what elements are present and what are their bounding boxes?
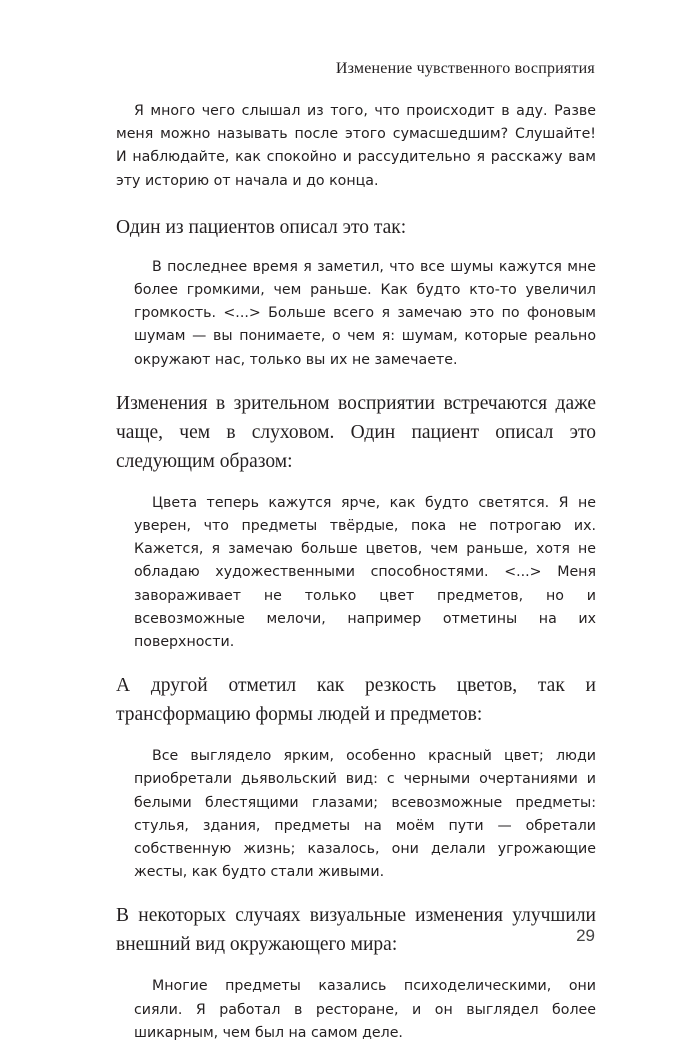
quote-text: Все выглядело ярким, особенно красный цвет; люди приобретали дьявольский вид: с черными очертаниями и белыми блестящими глазами; всевозможные предметы: стулья, здания, предметы на моём пути — обретали собственную жизнь; казалось, они делали угрожающие жесты, как будто стали живыми. [134, 748, 596, 881]
quote-noise [134, 256, 596, 372]
quote-text: Цвета теперь кажутся ярче, как будто светятся. Я не уверен, что предметы твёрдые, пока не потрогаю их. Кажется, я замечаю больше цветов, чем раньше, хотя не обладаю художественными способностями. <...> Меня завораживает не только цвет предметов, но и всевозможные мелочи, например отметины на их поверхности. [134, 494, 596, 651]
page-number: 29 [576, 926, 595, 945]
body-paragraph: А другой отметил как резкость цветов, так и трансформацию формы людей и предметов: [116, 675, 596, 726]
quote-text: Многие предметы казались психоделическими, они сияли. Я работал в ресторане, и он выглядел более шикарным, чем был на самом деле. [134, 978, 596, 1041]
quote-text: В последнее время я заметил, что все шумы кажутся мне более громкими, чем раньше. Как будто кто-то увеличил громкость. <...> Больше всего я замечаю это по фоновым шумам — вы понимаете, о чем я: шумам, которые реально окружают нас, только вы их не замечаете. [134, 258, 596, 368]
running-head: Изменение чувственного восприятия [335, 60, 595, 77]
body-paragraph: Один из пациентов описал это так: [116, 216, 407, 238]
body-paragraph: Изменения в зрительном восприятии встречаются даже чаще, чем в слуховом. Один пациент описал это следующим образом: [116, 392, 596, 472]
body-paragraph: В некоторых случаях визуальные изменения улучшили внешний вид окружающего мира: [116, 905, 596, 956]
quote-red [134, 745, 596, 884]
quote-colors [134, 492, 596, 654]
page-content [116, 100, 596, 1045]
quote-text: Я много чего слышал из того, что происходит в аду. Разве меня можно называть после этого сумасшедшим? Слушайте! И наблюдайте, как спокойно и рассудительно я расскажу вам эту историю от начала и до конца. [116, 103, 596, 189]
quote-hell [116, 100, 596, 193]
quote-restaurant [134, 975, 596, 1045]
